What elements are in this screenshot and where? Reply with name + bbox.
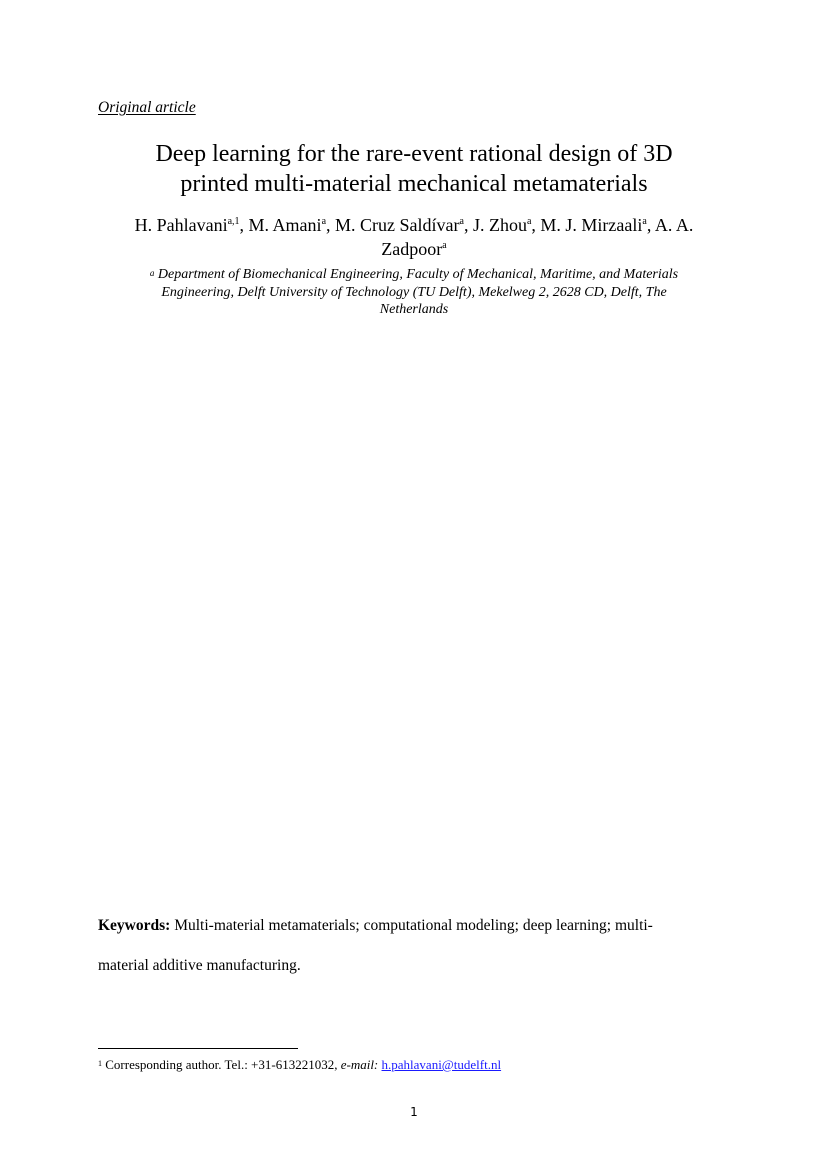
keywords-text: Multi-material metamaterials; computational modeling; deep learning; multi- [170,917,653,934]
keywords-line-2: material additive manufacturing. [98,957,301,974]
footnote-divider [98,1048,298,1049]
footnote-email-label: e-mail: [340,1057,379,1072]
article-type-label: Original article [98,99,196,116]
author-affiliation-marker: a [459,216,464,227]
footnote-text: Corresponding author. Tel.: +31-613221032, [102,1057,341,1072]
author-affiliation-marker: a [642,216,647,227]
author-affiliation-marker: a,1 [227,216,240,227]
author-name: Zadpoor [381,239,443,259]
footnote [98,1057,501,1073]
author-name: H. Pahlavani [134,215,228,235]
author-list-line-1: H. Pahlavani$^{a,1}$, M. Amani$^a$, M. Cruz Saldívar$^a$, J. Zhou$^a$, M. J. Mirzaali$^a$, A. A. [134,215,694,235]
page-number: 1 [410,1105,418,1119]
author-affiliation-marker: a [526,216,532,227]
author-list-line-2 [90,237,738,261]
affiliation-marker: a [149,268,155,278]
keywords-block [98,906,730,986]
affiliation-line-2: Engineering, Delft University of Technology (TU Delft), Mekelweg 2, 2628 CD, Delft, The [161,284,667,300]
author-name: M. J. Mirzaali [540,215,643,235]
author-affiliation-marker: a [321,216,327,227]
paper-title [90,139,738,199]
keywords-line-1 [98,906,730,946]
author-name: A. A. [654,215,694,235]
email-link[interactable]: h.pahlavani@tudelft.nl [381,1057,502,1072]
paper-title-line-1: Deep learning for the rare-event rational design of 3D [155,141,673,167]
affiliation-block [120,266,708,319]
affiliation-text: Department of Biomechanical Engineering, Faculty of Mechanical, Maritime, and Materials [157,267,679,282]
author-name: M. Amani [248,215,322,235]
author-name: M. Cruz Saldívar [335,215,460,235]
author-affiliation-marker: a [442,240,447,251]
paper-title-line-2: printed multi-material mechanical metamaterials [180,171,648,197]
affiliation-line-3: Netherlands [379,302,449,317]
affiliation-line-1 [120,266,708,284]
footnote-marker: 1 [98,1059,102,1068]
author-list [90,213,738,261]
author-name: J. Zhou [472,215,527,235]
keywords-label: Keywords: [98,917,171,934]
